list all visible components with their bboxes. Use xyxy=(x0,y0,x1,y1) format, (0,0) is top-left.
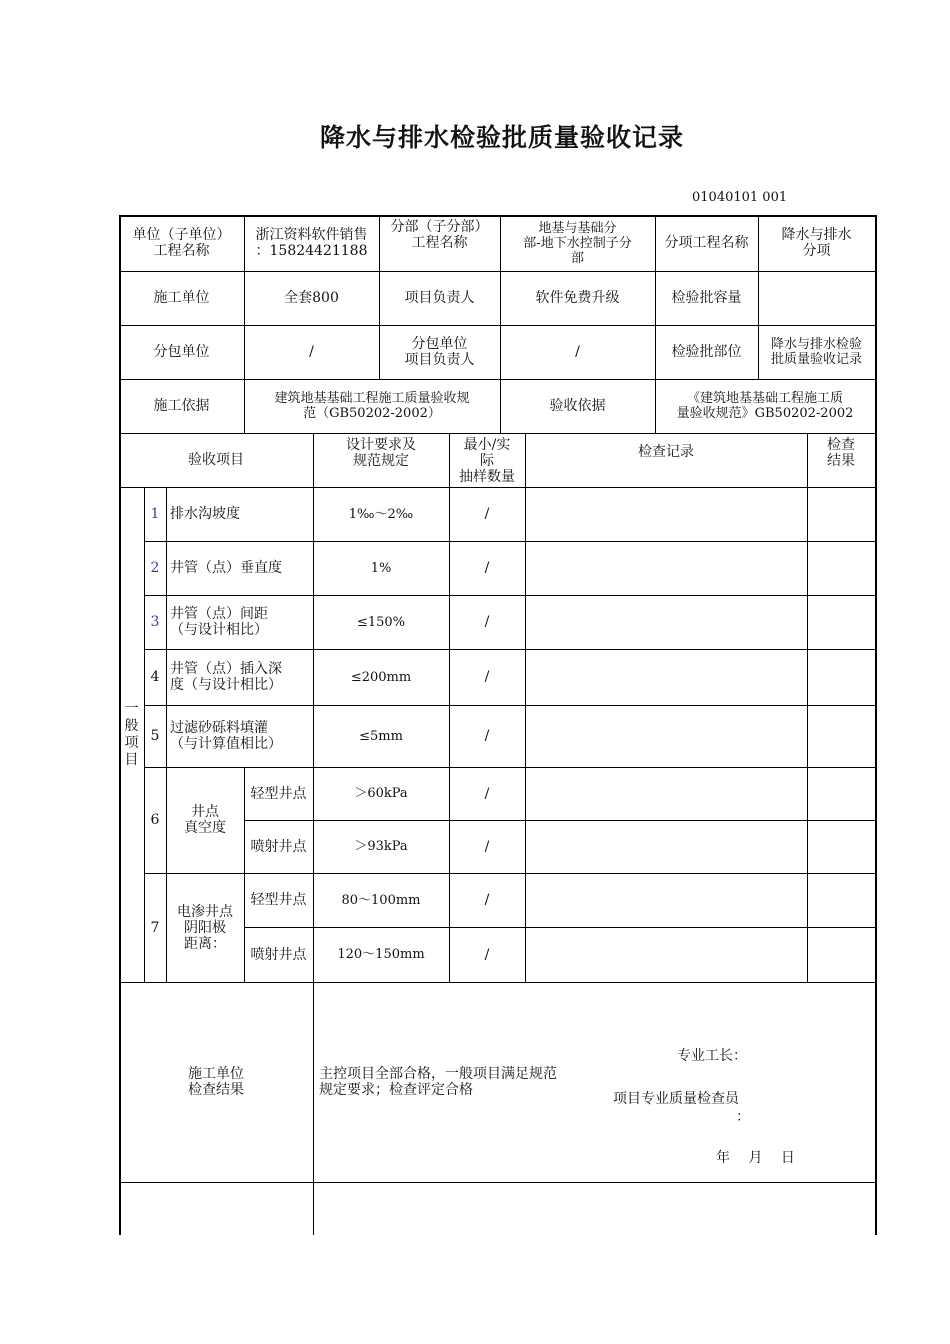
date-line: 年 月 日 xyxy=(716,1150,795,1166)
construction-basis-value: 建筑地基基础工程施工质量验收规 范（GB50202-2002） xyxy=(274,391,470,421)
sub-pm-label: 分包单位 项目负责人 xyxy=(404,336,475,368)
quality-inspector-label: 项目专业质量检查员 xyxy=(613,1091,739,1107)
col-design: 设计要求及 规范规定 xyxy=(346,437,416,469)
contractor-label: 施工单位 xyxy=(153,290,210,306)
row-design: ＞60kPa xyxy=(354,786,408,801)
inspector-colon: ： xyxy=(736,1109,750,1125)
contractor-check-result-label: 施工单位 检查结果 xyxy=(188,1066,244,1098)
row-design: ≤5mm xyxy=(359,728,403,744)
row-item-name: 井管（点）间距 （与设计相比） xyxy=(170,606,268,638)
row-sample: / xyxy=(484,669,490,685)
batch-part-label: 检验批部位 xyxy=(671,344,742,360)
row-number: 2 xyxy=(150,560,160,576)
batch-capacity-label: 检验批容量 xyxy=(671,290,742,306)
col-sample: 最小/实 际 抽样数量 xyxy=(459,437,515,485)
construction-basis-label: 施工依据 xyxy=(153,398,210,414)
unit-name-value: 浙江资料软件销售 ：15824421188 xyxy=(255,227,368,259)
row-design: 120～150mm xyxy=(337,947,425,962)
document-number: 01040101 001 xyxy=(692,190,788,205)
row-sample: / xyxy=(484,614,490,630)
col-record: 检查记录 xyxy=(638,444,694,460)
sub-item-label: 分项工程名称 xyxy=(664,235,749,251)
row-item-name: 井管（点）插入深 度（与设计相比） xyxy=(170,661,282,693)
row-design: 80～100mm xyxy=(341,892,421,908)
row-sample: / xyxy=(484,892,490,908)
subdivision-value: 地基与基础分 部-地下水控制子分 部 xyxy=(523,220,632,266)
light-wellpoint-label: 轻型井点 xyxy=(250,892,307,908)
light-wellpoint-label: 轻型井点 xyxy=(250,785,307,802)
row-sample: / xyxy=(484,946,490,963)
page-title: 降水与排水检验批质量验收记录 xyxy=(319,123,684,152)
row-sample: / xyxy=(484,506,490,522)
sub-pm-value: / xyxy=(575,344,580,360)
row-design: ＞93kPa xyxy=(354,839,408,854)
acceptance-basis-value: 《建筑地基基础工程施工质 量验收规范》GB50202-2002 xyxy=(676,391,854,421)
contractor-value: 全套800 xyxy=(284,290,339,306)
jet-wellpoint-label: 喷射井点 xyxy=(250,946,307,963)
col-item: 验收项目 xyxy=(188,452,244,468)
row-number: 7 xyxy=(150,919,160,936)
subcontractor-value: / xyxy=(309,344,314,360)
batch-part-value: 降水与排水检验 批质量验收记录 xyxy=(770,337,862,367)
row-design: 1‰～2‰ xyxy=(348,506,414,522)
col-result: 检查 结果 xyxy=(827,437,855,469)
unit-name-label: 单位（子单位） 工程名称 xyxy=(132,227,231,259)
row-design: ≤150% xyxy=(356,614,406,630)
row-number: 4 xyxy=(150,669,160,685)
project-manager-value: 软件免费升级 xyxy=(535,290,620,306)
jet-wellpoint-label: 喷射井点 xyxy=(250,838,307,855)
subdivision-label: 分部（子分部） 工程名称 xyxy=(390,219,489,251)
project-manager-label: 项目负责人 xyxy=(404,290,475,306)
row-sample: / xyxy=(484,785,490,802)
subcontractor-label: 分包单位 xyxy=(153,344,210,360)
inspection-form xyxy=(119,215,877,1235)
row-number: 5 xyxy=(150,728,160,744)
row-design: ≤200mm xyxy=(350,669,412,685)
row-item-name: 排水沟坡度 xyxy=(170,506,240,522)
row-number: 1 xyxy=(150,506,160,522)
row-item-name: 井管（点）垂直度 xyxy=(170,560,282,576)
sub-item-value: 降水与排水 分项 xyxy=(781,227,852,259)
acceptance-basis-label: 验收依据 xyxy=(549,398,606,414)
row-number: 6 xyxy=(150,812,160,828)
vacuum-degree-label: 井点 真空度 xyxy=(184,804,226,836)
electro-osmosis-label: 电渗井点 阴阳极 距离： xyxy=(177,903,233,952)
row-sample: / xyxy=(484,728,490,744)
row-design: 1% xyxy=(370,560,392,576)
row-sample: / xyxy=(484,838,490,855)
check-result-text: 主控项目全部合格，一般项目满足规范 规定要求；检查评定合格 xyxy=(319,1066,557,1098)
row-number: 3 xyxy=(150,614,160,630)
general-items-group-label: 一 般 项 目 xyxy=(124,700,139,768)
foreman-label: 专业工长： xyxy=(677,1048,747,1064)
batch-capacity-value xyxy=(758,271,875,325)
row-sample: / xyxy=(484,560,490,576)
row-item-name: 过滤砂砾料填灌 （与计算值相比） xyxy=(170,720,282,752)
